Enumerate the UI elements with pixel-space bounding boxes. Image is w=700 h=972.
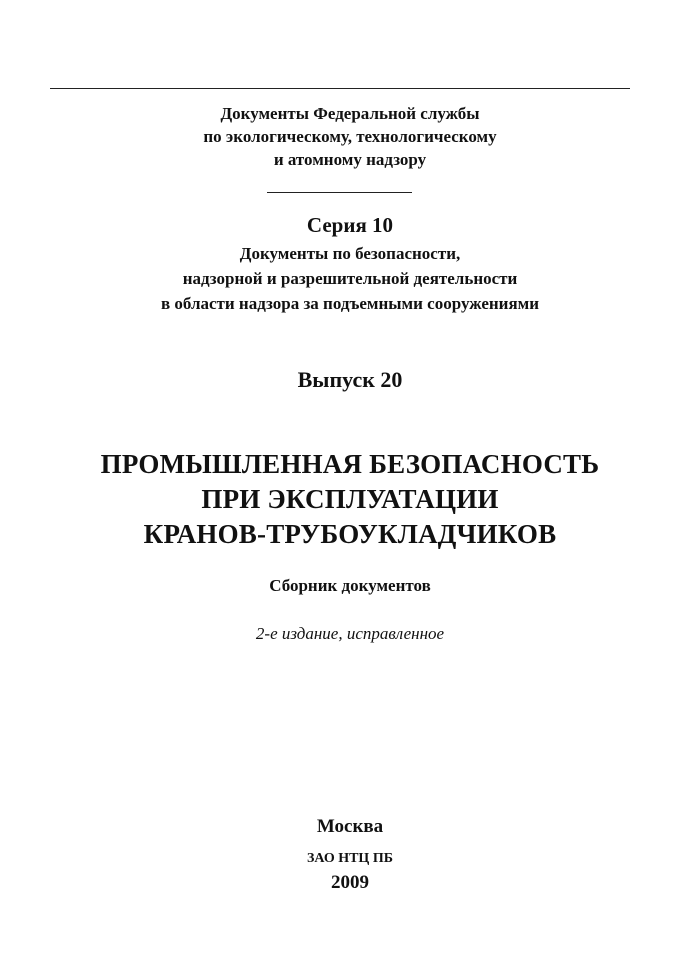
issue-number: Выпуск 20 (297, 367, 403, 392)
agency-line: по экологическому, технологическому (203, 127, 497, 146)
main-title-line: ПРИ ЭКСПЛУАТАЦИИ (201, 484, 499, 514)
main-title-line: ПРОМЫШЛЕННАЯ БЕЗОПАСНОСТЬ (100, 449, 600, 479)
divider-rule (267, 192, 412, 193)
main-title (0, 447, 700, 552)
subtitle: Сборник документов (269, 576, 431, 595)
series-description (0, 241, 700, 316)
edition-note: 2-е издание, исправленное (255, 624, 445, 643)
top-rule (50, 88, 630, 89)
main-title-line: КРАНОВ-ТРУБОУКЛАДЧИКОВ (143, 519, 557, 549)
agency-line: Документы Федеральной службы (220, 104, 480, 123)
imprint-city: Москва (316, 816, 384, 837)
agency-line: и атомному надзору (273, 150, 427, 169)
agency-header (0, 102, 700, 171)
series-description-line: Документы по безопасности, (239, 244, 461, 263)
series-title: Серия 10 (306, 213, 394, 237)
imprint-year: 2009 (331, 872, 369, 893)
series-description-line: в области надзора за подъемными сооружениями (160, 294, 540, 313)
series-description-line: надзорной и разрешительной деятельности (182, 269, 518, 288)
imprint-publisher: ЗАО НТЦ ПБ (307, 851, 393, 866)
